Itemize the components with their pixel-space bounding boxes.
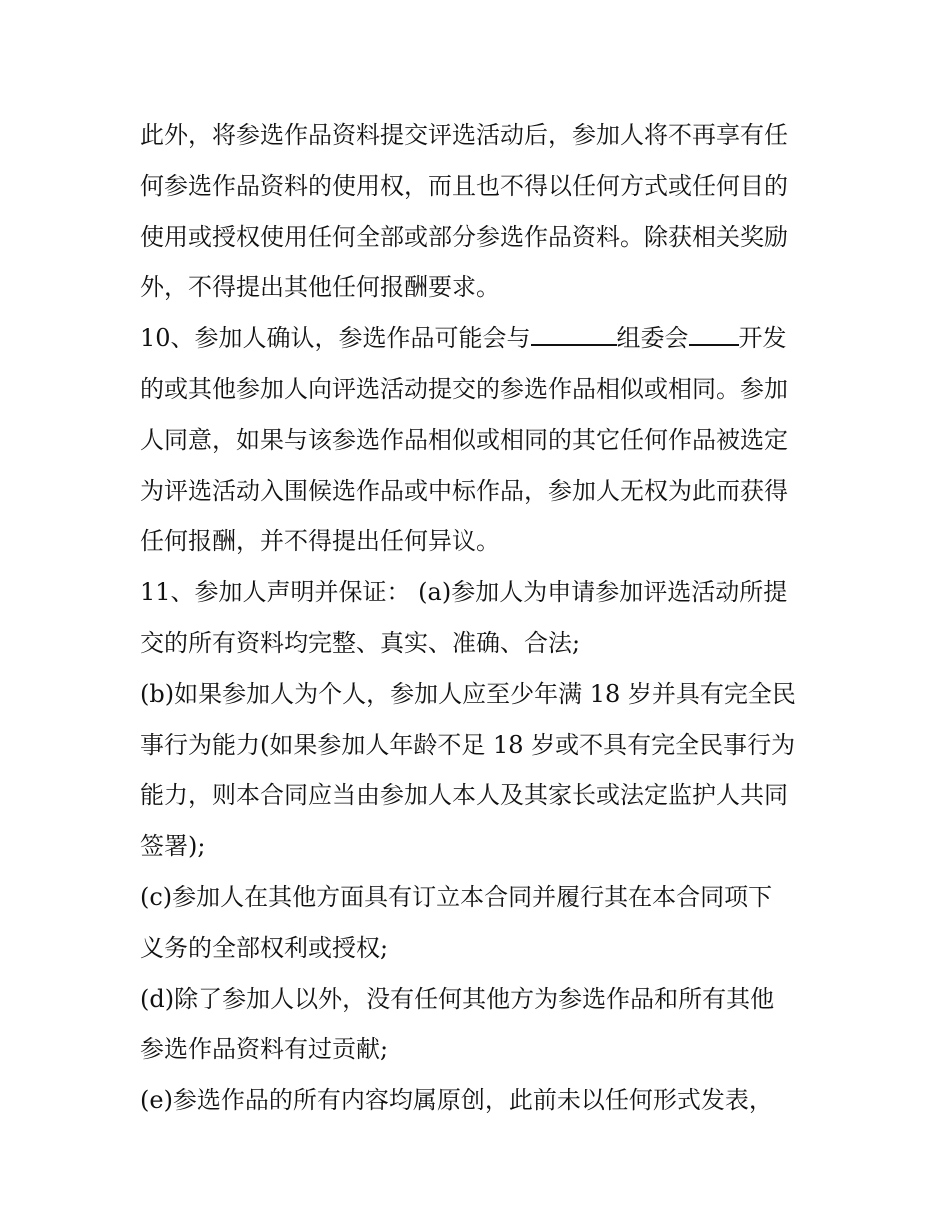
paragraph-line: 能力，则本合同应当由参加人本人及其家长或法定监护人共同 [140, 781, 788, 810]
clause-10-middle: 组委会 [616, 324, 689, 353]
paragraph-line: (c)参加人在其他方面具有订立本合同并履行其在本合同项下 [140, 882, 773, 911]
paragraph-line: 事行为能力(如果参加人年龄不足 18 岁或不具有完全民事行为 [140, 730, 796, 759]
paragraph-line: 交的所有资料均完整、真实、准确、合法; [140, 628, 581, 657]
paragraph-line: 为评选活动入围候选作品或中标作品，参加人无权为此而获得 [140, 476, 788, 505]
paragraph-line: 人同意，如果与该参选作品相似或相同的其它任何作品被选定 [140, 425, 788, 454]
paragraph-line: 签署); [140, 832, 206, 861]
clause-10-first-line [140, 313, 820, 364]
paragraph-line: 参选作品资料有过贡献; [140, 1035, 389, 1064]
document-body [140, 110, 820, 1126]
clause-10-prefix: 10、参加人确认，参选作品可能会与 [140, 324, 531, 353]
paragraph-line: 11、参加人声明并保证： (a)参加人为申请参加评选活动所提 [140, 578, 788, 607]
paragraph-line: 使用或授权使用任何全部或部分参选作品资料。除获相关奖励 [140, 222, 788, 251]
paragraph-line: (e)参选作品的所有内容均属原创，此前未以任何形式发表， [140, 1086, 773, 1115]
paragraph-line: 外，不得提出其他任何报酬要求。 [140, 273, 500, 302]
blank-field [531, 322, 617, 346]
paragraph-line: (b)如果参加人为个人，参加人应至少年满 18 岁并具有完全民 [140, 679, 796, 708]
paragraph-line: 何参选作品资料的使用权，而且也不得以任何方式或任何目的 [140, 171, 788, 200]
paragraph-line: 的或其他参加人向评选活动提交的参选作品相似或相同。参加 [140, 374, 788, 403]
paragraph-line: (d)除了参加人以外，没有任何其他方为参选作品和所有其他 [140, 984, 775, 1013]
paragraph-line: 义务的全部权利或授权; [140, 933, 389, 962]
paragraph-line: 此外，将参选作品资料提交评选活动后，参加人将不再享有任 [140, 121, 788, 149]
blank-field [689, 322, 739, 346]
clause-10-suffix: 开发 [738, 324, 787, 353]
paragraph-line: 任何报酬，并不得提出任何异议。 [140, 527, 500, 556]
